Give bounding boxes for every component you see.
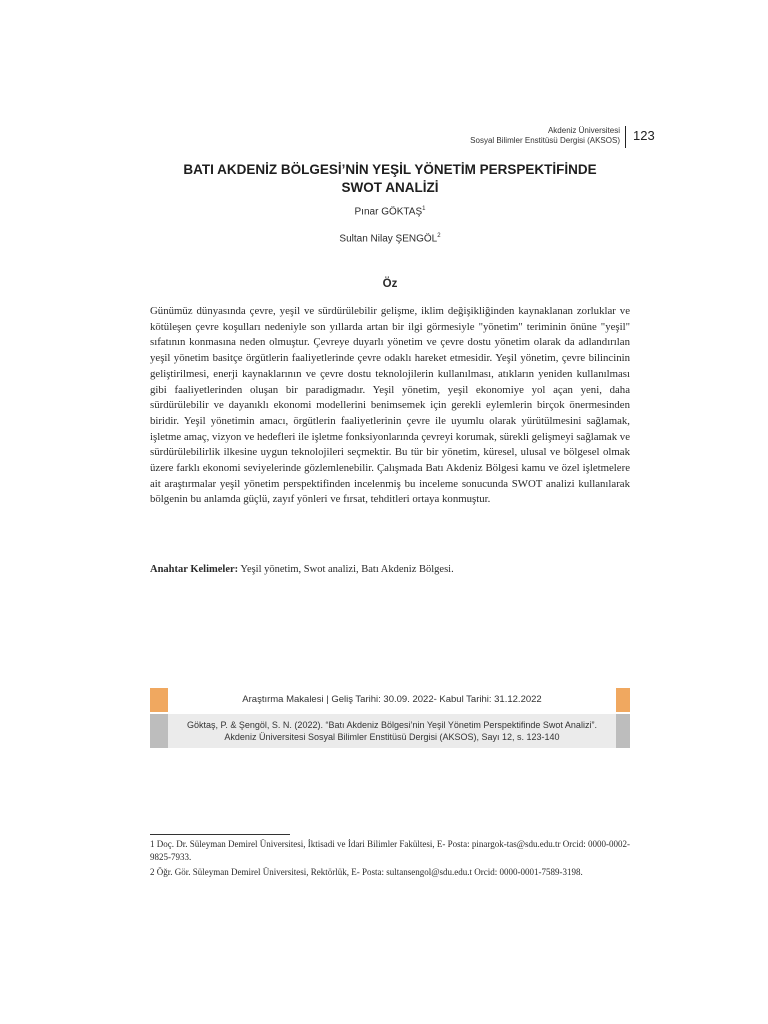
header-divider: [625, 126, 626, 148]
header-journal: Sosyal Bilimler Enstitüsü Dergisi (AKSOS): [470, 136, 620, 145]
title-line-1: BATI AKDENİZ BÖLGESİ’NİN YEŞİL YÖNETİM PERSPEKTİFİNDE: [183, 162, 597, 177]
article-info-box: [150, 688, 630, 748]
author-1: [150, 206, 630, 217]
dates-band: [150, 688, 630, 712]
abstract-body: Günümüz dünyasında çevre, yeşil ve sürdürülebilir gelişme, iklim değişikliğinden kaynaklanan zorluklar ve kötüleşen çevre koşulları nedeniyle son yıllarda artan bir ilgi görmesiyle "yönetim" teriminin önüne "yeşil" sıfatının konmasına neden olmuştur. Çevreye duyarlı yönetim ve çevre dostu yönetim olarak da adlandırılan yeşil yönetim basitçe örgütlerin faaliyetlerinde çevre odaklı hareket etmesidir. Yeşil yönetim, çevre bilincinin geliştirilmesi, enerji kaynaklarının ve çevre dostu teknolojilerin kullanılması, atıkların yeniden kullanılması gibi faaliyetlerinden oluşan bir paradigmadır. Yeşil yönetim, yeşil ekonomiye yol açan yeni, daha sürdürülebilir ve dayanıklı ekonomi modellerini benimsemek için gerekli eylemlerin birçok önermesinden biridir. Yeşil yönetimin amacı, örgütlerin faaliyetlerinin çevre ile uyumlu olarak yürütülmesini sağlamak, işletme amaç, vizyon ve hedefleri ile işletme fonksiyonlarında çevreyi korumak, sürekli gelişmeyi sağlamak ve sürdürülebilirlik ilkesine uygun teknolojileri seçmektir. Bu tür bir yönetim, küresel, ulusal ve bölgesel olmak üzere farklı ekonomi seviyelerinde gözlemlenebilir. Çalışmada Batı Akdeniz Bölgesi kamu ve özel işletmelere ait araştırmalar yeşil yönetim perspektifinden incelenmiş bu inceleme sonucunda SWOT analizi kullanılarak bölgenin bu anlamda güçlü, zayıf yönleri ve fırsat, tehditleri ortaya konmuştur.: [150, 305, 631, 506]
dates-text: Araştırma Makalesi | Geliş Tarihi: 30.09. 2022- Kabul Tarihi: 31.12.2022: [168, 688, 616, 712]
keywords: [150, 564, 630, 575]
author-1-footnote-mark: 1: [422, 206, 426, 212]
citation-line-1: Göktaş, P. & Şengöl, S. N. (2022). “Batı Akdeniz Bölgesi’nin Yeşil Yönetim Perspektifinde Swot Analizi”.: [187, 720, 597, 730]
footnote-2: 2 Öğr. Gör. Süleyman Demirel Üniversitesi, Rektörlük, E- Posta: sultansengol@sdu.edu.t Orcid: 0000-0001-7589-3198.: [150, 867, 583, 877]
keywords-text: Yeşil yönetim, Swot analizi, Batı Akdeniz Bölgesi.: [238, 564, 454, 575]
keywords-label: Anahtar Kelimeler:: [150, 564, 239, 575]
running-header: [470, 126, 620, 146]
footnote-1: 1 Doç. Dr. Süleyman Demirel Üniversitesi, İktisadi ve İdari Bilimler Fakültesi, E- Posta: pinargok-tas@sdu.edu.tr Orcid: 0000-0002-9825-7933.: [150, 839, 630, 862]
article-title: [150, 161, 630, 197]
abstract-heading: Öz: [382, 278, 398, 290]
author-2-name: Sultan Nilay ŞENGÖL: [339, 233, 438, 245]
title-line-2: SWOT ANALİZİ: [341, 180, 439, 195]
author-2: [150, 233, 630, 244]
footnote-rule: [150, 834, 290, 835]
page-number: 123: [633, 128, 655, 143]
header-university: Akdeniz Üniversitesi: [547, 126, 620, 135]
citation-band: [150, 714, 630, 748]
citation-text: [168, 714, 616, 748]
citation-line-2: Akdeniz Üniversitesi Sosyal Bilimler Enstitüsü Dergisi (AKSOS), Sayı 12, s. 123-140: [224, 732, 560, 742]
author-1-name: Pınar GÖKTAŞ: [354, 206, 423, 218]
author-2-footnote-mark: 2: [437, 233, 441, 239]
